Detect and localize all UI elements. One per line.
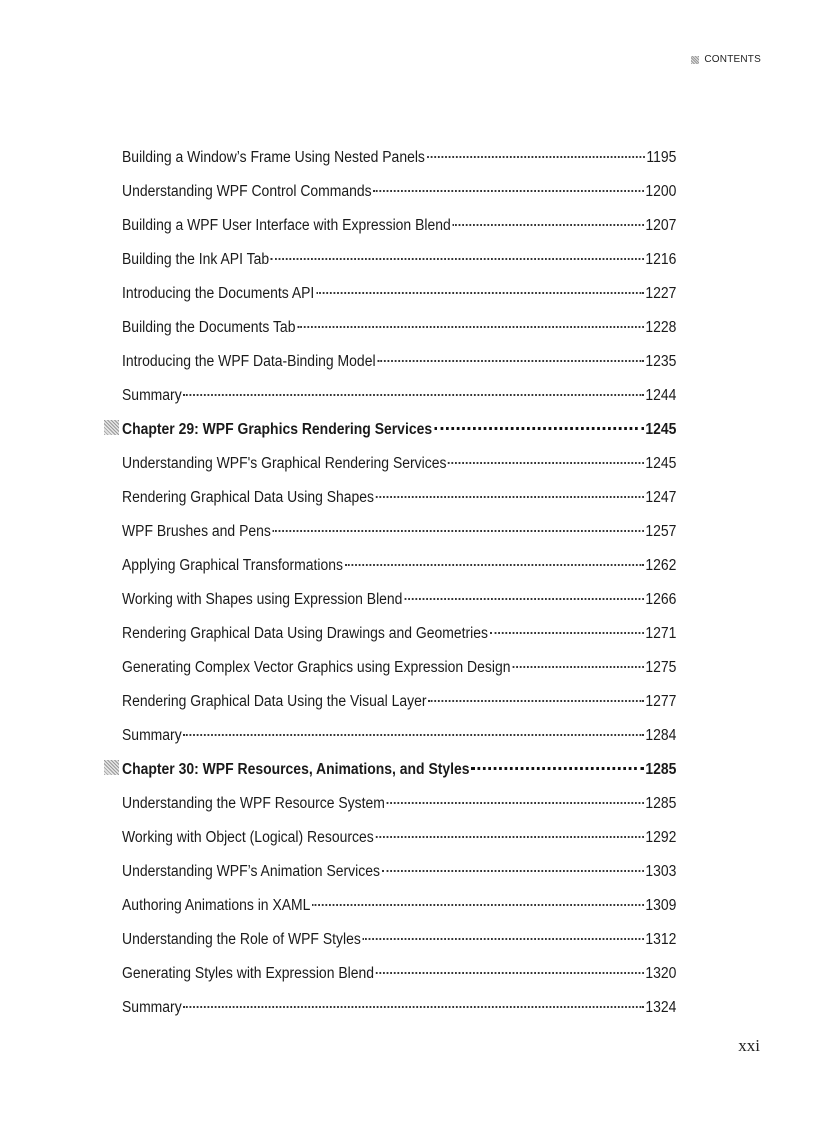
- toc-entry[interactable]: [104, 780, 740, 814]
- dot-leader: [377, 360, 643, 362]
- toc-entry[interactable]: [104, 542, 740, 576]
- dot-leader: [373, 190, 643, 192]
- toc-entry[interactable]: [104, 372, 740, 406]
- dot-leader: [512, 666, 643, 668]
- toc-entry-title: Working with Shapes using Expression Blend: [122, 591, 403, 608]
- toc-entry[interactable]: [104, 882, 740, 916]
- dot-leader: [316, 292, 643, 294]
- toc-entry-page: 1266: [645, 591, 677, 608]
- toc-entry-page: 1207: [645, 217, 677, 234]
- toc-entry-title: Working with Object (Logical) Resources: [122, 829, 374, 846]
- toc-entry-page: 1245: [645, 455, 677, 472]
- dot-leader: [376, 972, 644, 974]
- toc-entry[interactable]: [104, 576, 740, 610]
- toc-entry-page: 1235: [645, 353, 677, 370]
- dot-leader: [490, 632, 644, 634]
- toc-entry-title: Summary: [122, 999, 182, 1016]
- toc-entry[interactable]: [104, 508, 740, 542]
- toc-entry-page: 1303: [645, 863, 677, 880]
- toc-entry[interactable]: [104, 950, 740, 984]
- toc-entry[interactable]: [104, 168, 740, 202]
- toc-entry-title: Building a WPF User Interface with Expression Blend: [122, 217, 451, 234]
- page-number: xxi: [738, 1036, 760, 1055]
- dot-leader: [271, 258, 644, 260]
- toc-entry-page: 1285: [645, 795, 677, 812]
- toc-entry-title: Introducing the Documents API: [122, 285, 315, 302]
- dot-leader: [376, 836, 644, 838]
- toc-entry-title: Applying Graphical Transformations: [122, 557, 343, 574]
- toc-entry-page: 1324: [645, 999, 677, 1016]
- dot-leader: [434, 427, 644, 430]
- toc-entry-page: 1216: [645, 251, 677, 268]
- toc-entry[interactable]: [104, 712, 740, 746]
- toc-entry-title: Building the Ink API Tab: [122, 251, 270, 268]
- toc-entry-title: Understanding the WPF Resource System: [122, 795, 385, 812]
- toc-entry-page: 1262: [645, 557, 677, 574]
- toc-entry-page: 1292: [645, 829, 677, 846]
- toc-entry-page: 1309: [645, 897, 677, 914]
- toc-entry-title: Understanding WPF's Graphical Rendering Services: [122, 455, 447, 472]
- toc-entry-title: Understanding the Role of WPF Styles: [122, 931, 361, 948]
- toc-entry-title: Summary: [122, 387, 182, 404]
- toc-entry[interactable]: [104, 270, 740, 304]
- toc-entry[interactable]: [104, 848, 740, 882]
- toc-entry-page: 1271: [645, 625, 677, 642]
- toc-entry-page: 1245: [645, 421, 677, 438]
- toc-entry-title: Generating Complex Vector Graphics using Expression Design: [122, 659, 511, 676]
- toc-entry[interactable]: [104, 916, 740, 950]
- toc-chapter-entry[interactable]: [104, 406, 740, 440]
- toc-entry-title: Chapter 30: WPF Resources, Animations, and Styles: [122, 761, 470, 778]
- dot-leader: [183, 734, 643, 736]
- toc-entry-page: 1320: [645, 965, 677, 982]
- toc-entry[interactable]: [104, 134, 740, 168]
- toc-entry-title: Generating Styles with Expression Blend: [122, 965, 375, 982]
- toc-entry[interactable]: [104, 678, 740, 712]
- toc-entry-page: 1284: [645, 727, 677, 744]
- toc-entry-title: Chapter 29: WPF Graphics Rendering Services: [122, 421, 433, 438]
- dot-leader: [382, 870, 644, 872]
- toc-entry-title: Authoring Animations in XAML: [122, 897, 311, 914]
- dot-leader: [183, 1006, 643, 1008]
- dot-leader: [453, 224, 644, 226]
- toc-entry[interactable]: [104, 202, 740, 236]
- toc-entry-page: 1257: [645, 523, 677, 540]
- running-head: [691, 54, 761, 65]
- toc-entry-page: 1277: [645, 693, 677, 710]
- toc-entry[interactable]: [104, 338, 740, 372]
- toc-entry-title: Summary: [122, 727, 182, 744]
- running-head-label: CONTENTS: [704, 54, 761, 65]
- dot-leader: [448, 462, 643, 464]
- toc-entry[interactable]: [104, 610, 740, 644]
- toc-entry-page: 1275: [645, 659, 677, 676]
- dot-leader: [345, 564, 644, 566]
- toc-entry[interactable]: [104, 236, 740, 270]
- toc-entry-page: 1312: [645, 931, 677, 948]
- dot-leader: [427, 156, 645, 158]
- dot-leader: [471, 767, 643, 770]
- dot-leader: [387, 802, 644, 804]
- toc-entry-title: Understanding WPF Control Commands: [122, 183, 372, 200]
- toc-entry-page: 1285: [645, 761, 677, 778]
- toc-entry-title: Rendering Graphical Data Using Drawings and Geometries: [122, 625, 488, 642]
- toc-chapter-entry[interactable]: [104, 746, 740, 780]
- toc-entry-page: 1200: [645, 183, 677, 200]
- dot-leader: [273, 530, 644, 532]
- toc-entry[interactable]: [104, 644, 740, 678]
- dot-leader: [183, 394, 643, 396]
- toc-entry-title: Rendering Graphical Data Using Shapes: [122, 489, 375, 506]
- toc-entry-page: 1228: [645, 319, 677, 336]
- toc-entry[interactable]: [104, 474, 740, 508]
- dot-leader: [428, 700, 643, 702]
- toc-entry-page: 1195: [646, 149, 677, 166]
- table-of-contents: [104, 134, 740, 1018]
- toc-entry-title: Building a Window’s Frame Using Nested Panels: [122, 149, 425, 166]
- toc-entry[interactable]: [104, 304, 740, 338]
- toc-entry-page: 1244: [645, 387, 677, 404]
- toc-entry[interactable]: [104, 984, 740, 1018]
- dot-leader: [376, 496, 644, 498]
- toc-entry-title: Understanding WPF’s Animation Services: [122, 863, 380, 880]
- toc-entry-page: 1247: [645, 489, 677, 506]
- dot-leader: [363, 938, 644, 940]
- toc-entry[interactable]: [104, 440, 740, 474]
- dot-leader: [312, 904, 643, 906]
- section-marker-icon: [691, 56, 699, 64]
- toc-entry-title: WPF Brushes and Pens: [122, 523, 271, 540]
- toc-entry-title: Introducing the WPF Data-Binding Model: [122, 353, 376, 370]
- toc-entry-page: 1227: [645, 285, 677, 302]
- toc-entry[interactable]: [104, 814, 740, 848]
- toc-entry-title: Rendering Graphical Data Using the Visual Layer: [122, 693, 427, 710]
- dot-leader: [297, 326, 643, 328]
- toc-entry-title: Building the Documents Tab: [122, 319, 296, 336]
- dot-leader: [404, 598, 643, 600]
